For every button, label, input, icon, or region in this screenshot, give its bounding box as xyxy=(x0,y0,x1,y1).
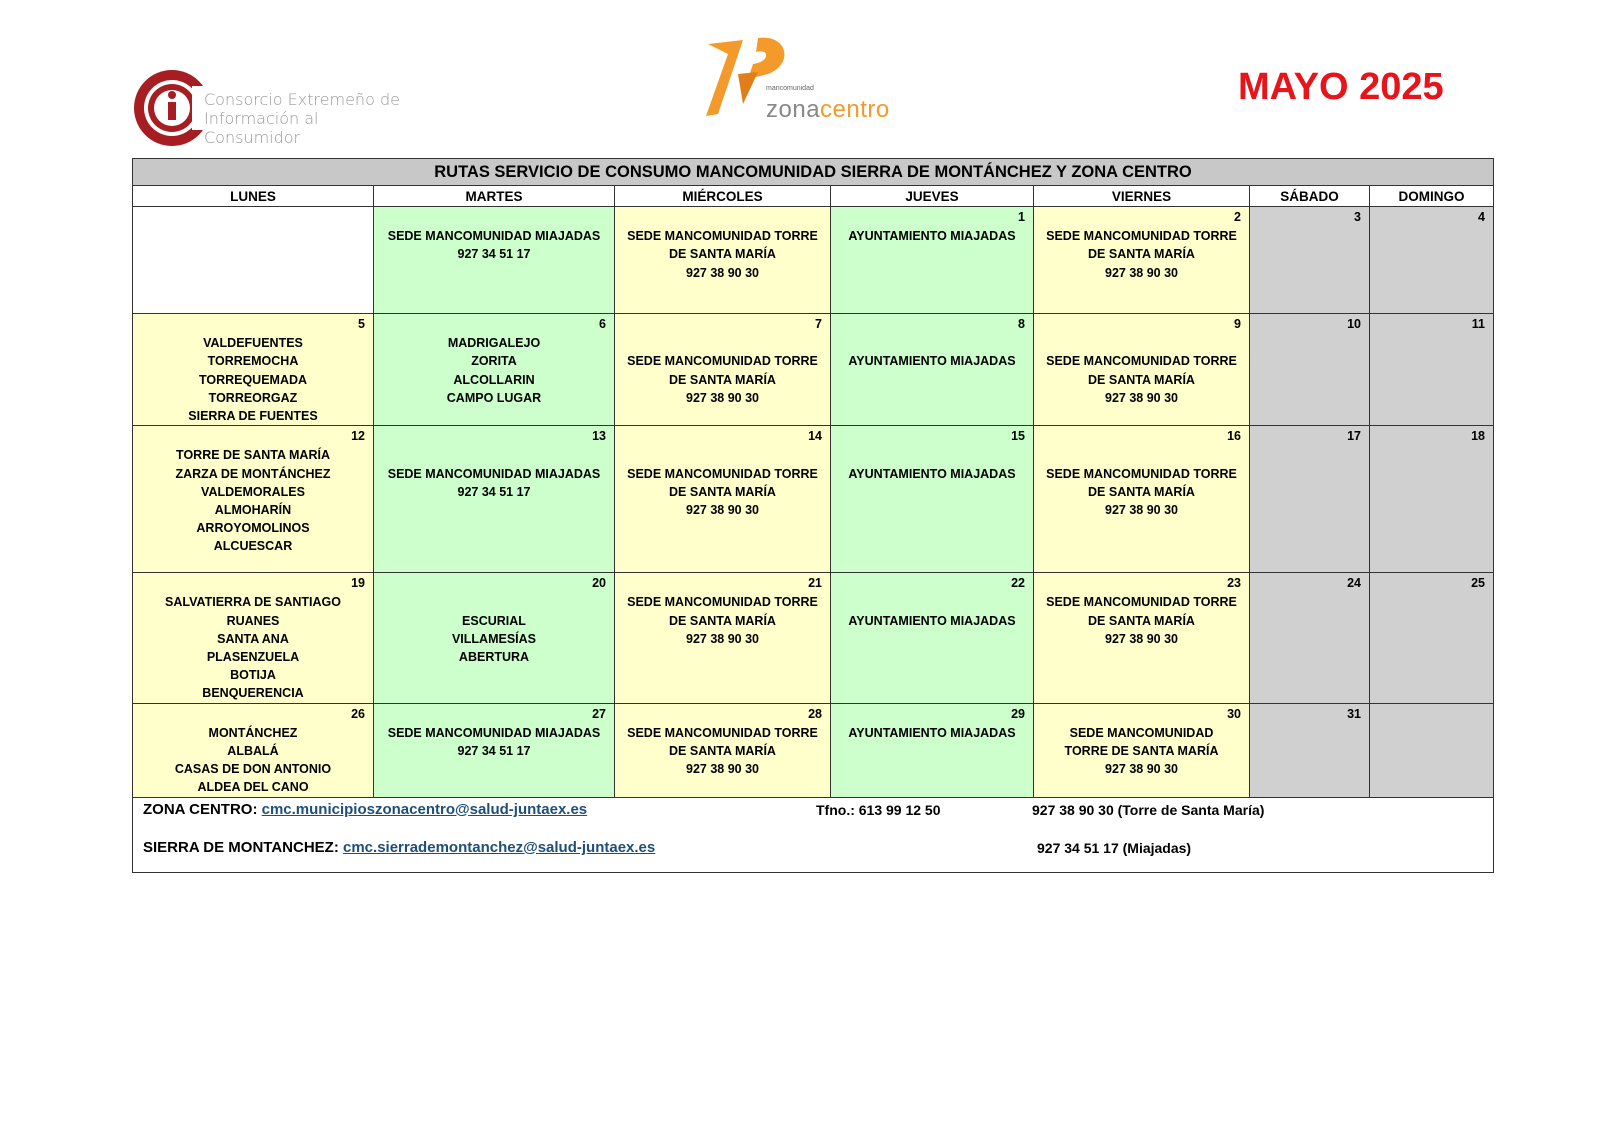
day-cell xyxy=(831,573,1034,703)
route-line: CASAS DE DON ANTONIO xyxy=(174,762,332,777)
week-row xyxy=(133,426,1494,573)
route-line: AYUNTAMIENTO MIAJADAS xyxy=(848,354,1016,369)
day-cell xyxy=(1034,703,1250,797)
day-cell xyxy=(374,426,615,573)
route-line: 927 38 90 30 xyxy=(1105,503,1178,517)
day-cell xyxy=(1034,573,1250,703)
route-line: 927 34 51 17 xyxy=(457,484,531,499)
route-line: 927 38 90 30 xyxy=(686,265,759,280)
day-number: 5 xyxy=(358,317,365,331)
route-line: 927 34 51 17 xyxy=(457,744,531,758)
day-number: 30 xyxy=(1227,706,1241,721)
day-number: 27 xyxy=(592,706,606,721)
day-cell xyxy=(831,207,1034,314)
month-title: MAYO 2025 xyxy=(1238,66,1444,108)
route-line: AYUNTAMIENTO MIAJADAS xyxy=(848,229,1016,244)
day-number: 24 xyxy=(1347,576,1361,591)
day-cell xyxy=(1370,314,1494,426)
day-number: 6 xyxy=(599,317,606,331)
route-line: AYUNTAMIENTO MIAJADAS xyxy=(848,613,1016,628)
route-line: 927 38 90 30 xyxy=(1105,390,1178,405)
day-header: VIERNES xyxy=(1034,186,1250,207)
day-cell xyxy=(133,573,374,703)
day-cell xyxy=(615,314,831,426)
route-line: SALVATIERRA DE SANTIAGO xyxy=(165,595,341,610)
day-cell xyxy=(615,426,831,573)
week-row xyxy=(133,703,1494,797)
day-number: 1 xyxy=(1018,210,1025,224)
route-line: SEDE MANCOMUNIDAD TORRE xyxy=(1046,354,1237,369)
route-line: SEDE MANCOMUNIDAD MIAJADAS xyxy=(387,229,601,244)
route-line: MADRIGALEJO xyxy=(447,336,541,351)
logo-text-line: Información al Consumidor xyxy=(204,109,319,147)
route-line: DE SANTA MARÍA xyxy=(669,484,776,499)
route-line: SEDE MANCOMUNIDAD TORRE xyxy=(627,354,818,369)
route-line: 927 38 90 30 xyxy=(1105,762,1178,777)
route-line: 927 38 90 30 xyxy=(1105,265,1178,280)
route-line: SEDE MANCOMUNIDAD TORRE xyxy=(1046,466,1237,481)
day-cell xyxy=(374,207,615,314)
route-line: ALBALÁ xyxy=(227,744,279,758)
sierra-label: SIERRA DE MONTANCHEZ: xyxy=(143,838,339,856)
week-row xyxy=(133,314,1494,426)
week-row xyxy=(133,207,1494,314)
route-line: ALCOLLARIN xyxy=(453,372,535,387)
day-cell xyxy=(1370,426,1494,573)
day-number: 31 xyxy=(1347,706,1361,721)
day-number: 12 xyxy=(351,429,365,444)
route-line: ZARZA DE MONTÁNCHEZ xyxy=(175,466,331,481)
route-line: DE SANTA MARÍA xyxy=(669,247,776,262)
route-line: DE SANTA MARÍA xyxy=(1088,484,1195,499)
route-line: VALDEFUENTES xyxy=(203,336,303,351)
route-line: 927 38 90 30 xyxy=(686,390,759,405)
day-number: 10 xyxy=(1347,317,1361,331)
route-line: SEDE MANCOMUNIDAD xyxy=(1069,725,1214,740)
route-line: 927 38 90 30 xyxy=(686,762,759,777)
route-line: 927 34 51 17 xyxy=(457,247,531,262)
day-number: 9 xyxy=(1234,317,1241,331)
day-number: 17 xyxy=(1347,429,1361,444)
day-cell xyxy=(1370,573,1494,703)
day-cell xyxy=(133,207,374,314)
day-number: 8 xyxy=(1018,317,1025,331)
route-line: ALMOHARÍN xyxy=(214,503,292,517)
day-number: 28 xyxy=(808,706,822,721)
day-number: 2 xyxy=(1234,210,1241,224)
route-line: SANTA ANA xyxy=(217,631,289,646)
day-number: 4 xyxy=(1478,210,1485,224)
route-line: SEDE MANCOMUNIDAD MIAJADAS xyxy=(387,725,601,740)
day-cell xyxy=(1250,207,1370,314)
logo-small-text: mancomunidad xyxy=(766,85,814,92)
day-number: 3 xyxy=(1354,210,1361,224)
calendar-table xyxy=(132,158,1494,873)
consorcio-logo-icon xyxy=(132,66,208,152)
day-number: 23 xyxy=(1227,576,1241,591)
route-line: DE SANTA MARÍA xyxy=(1088,247,1195,262)
route-line: AYUNTAMIENTO MIAJADAS xyxy=(848,725,1016,740)
day-number: 20 xyxy=(592,576,606,591)
zona-centro-logo xyxy=(698,34,908,130)
day-number: 15 xyxy=(1011,429,1025,444)
route-line: DE SANTA MARÍA xyxy=(669,372,776,387)
day-cell xyxy=(1250,426,1370,573)
route-line: SEDE MANCOMUNIDAD TORRE xyxy=(627,466,818,481)
day-number: 25 xyxy=(1471,576,1485,591)
route-line: CAMPO LUGAR xyxy=(446,390,542,405)
day-number: 22 xyxy=(1011,576,1025,591)
day-number: 11 xyxy=(1471,317,1485,331)
route-line: ZORITA xyxy=(471,354,517,369)
sierra-contact xyxy=(143,839,655,856)
route-line: RUANES xyxy=(226,613,280,628)
tfno: Tfno.: 613 99 12 50 xyxy=(816,801,941,818)
route-line: DE SANTA MARÍA xyxy=(1088,613,1195,628)
day-header: MARTES xyxy=(374,186,615,207)
table-title: RUTAS SERVICIO DE CONSUMO MANCOMUNIDAD SIERRA DE MONTÁNCHEZ Y ZONA CENTRO xyxy=(133,159,1494,186)
day-header: MIÉRCOLES xyxy=(615,186,831,207)
route-line: ALDEA DEL CANO xyxy=(197,780,309,795)
contact-footer xyxy=(133,797,1494,872)
route-line: ABERTURA xyxy=(458,650,530,664)
route-line: BENQUERENCIA xyxy=(202,686,304,701)
route-line: TORREORGAZ xyxy=(208,390,298,405)
day-number: 7 xyxy=(815,317,822,331)
day-number: 18 xyxy=(1471,429,1485,444)
day-header: JUEVES xyxy=(831,186,1034,207)
route-line: SEDE MANCOMUNIDAD TORRE xyxy=(627,595,818,610)
day-cell xyxy=(1034,207,1250,314)
day-number: 26 xyxy=(351,706,365,721)
day-cell xyxy=(1250,314,1370,426)
zona-contact xyxy=(143,801,587,818)
logo-text-a: zona xyxy=(766,96,821,123)
route-line: PLASENZUELA xyxy=(206,650,300,664)
zona-email-link[interactable]: cmc.municipioszonacentro@salud-juntaex.es xyxy=(261,800,588,818)
logo-text-line: Consorcio Extremeño de xyxy=(204,90,400,109)
route-line: VALDEMORALES xyxy=(201,484,305,499)
route-line: ARROYOMOLINOS xyxy=(196,521,310,536)
day-cell xyxy=(133,426,374,573)
consorcio-logo xyxy=(132,66,412,152)
route-line: TORRE DE SANTA MARÍA xyxy=(176,448,330,463)
day-cell xyxy=(1250,703,1370,797)
sierra-email-link[interactable]: cmc.sierrademontanchez@salud-juntaex.es xyxy=(343,838,656,856)
day-number: 21 xyxy=(808,576,822,591)
day-cell xyxy=(133,703,374,797)
route-line: VILLAMESÍAS xyxy=(451,631,537,646)
day-number: 14 xyxy=(808,429,822,444)
logo-text-b: centro xyxy=(820,96,890,123)
week-row xyxy=(133,573,1494,703)
sierra-phone: 927 34 51 17 (Miajadas) xyxy=(1037,839,1192,856)
route-line: SEDE MANCOMUNIDAD MIAJADAS xyxy=(387,466,601,481)
day-cell xyxy=(374,314,615,426)
day-cell xyxy=(615,703,831,797)
route-line: TORREQUEMADA xyxy=(198,372,308,387)
day-cell xyxy=(374,573,615,703)
route-line: DE SANTA MARÍA xyxy=(669,744,776,758)
route-line: AYUNTAMIENTO MIAJADAS xyxy=(848,466,1016,481)
route-line: 927 38 90 30 xyxy=(686,631,759,646)
route-line: TORRE DE SANTA MARÍA xyxy=(1064,744,1219,758)
day-number: 19 xyxy=(351,576,365,591)
day-cell xyxy=(1370,207,1494,314)
day-number: 13 xyxy=(592,429,606,444)
day-cell xyxy=(615,573,831,703)
day-header: SÁBADO xyxy=(1250,186,1370,207)
route-line: 927 38 90 30 xyxy=(686,503,759,517)
route-line: 927 38 90 30 xyxy=(1105,631,1178,646)
route-line: ALCUESCAR xyxy=(213,539,293,554)
logo-text xyxy=(766,96,890,124)
day-cell xyxy=(1370,703,1494,797)
day-header: LUNES xyxy=(133,186,374,207)
day-cell xyxy=(1034,426,1250,573)
day-cell xyxy=(615,207,831,314)
route-line: SEDE MANCOMUNIDAD TORRE xyxy=(627,725,818,740)
route-line: DE SANTA MARÍA xyxy=(1088,372,1195,387)
route-line: SEDE MANCOMUNIDAD TORRE xyxy=(627,229,818,244)
route-line: SIERRA DE FUENTES xyxy=(188,409,318,423)
route-line: MONTÁNCHEZ xyxy=(208,725,298,740)
route-line: TORREMOCHA xyxy=(207,354,299,369)
day-cell xyxy=(831,426,1034,573)
day-cell xyxy=(831,703,1034,797)
route-line: SEDE MANCOMUNIDAD TORRE xyxy=(1046,595,1237,610)
day-cell xyxy=(1250,573,1370,703)
route-line: SEDE MANCOMUNIDAD TORRE xyxy=(1046,229,1237,244)
day-number: 29 xyxy=(1011,706,1025,721)
day-cell xyxy=(374,703,615,797)
route-line: ESCURIAL xyxy=(462,613,526,628)
route-line: BOTIJA xyxy=(230,668,276,683)
day-number: 16 xyxy=(1227,429,1241,444)
zona-phone: 927 38 90 30 (Torre de Santa María) xyxy=(1032,801,1265,818)
route-line: DE SANTA MARÍA xyxy=(669,613,776,628)
day-cell xyxy=(133,314,374,426)
day-cell xyxy=(1034,314,1250,426)
zona-label: ZONA CENTRO: xyxy=(143,800,258,818)
day-header: DOMINGO xyxy=(1370,186,1494,207)
day-cell xyxy=(831,314,1034,426)
